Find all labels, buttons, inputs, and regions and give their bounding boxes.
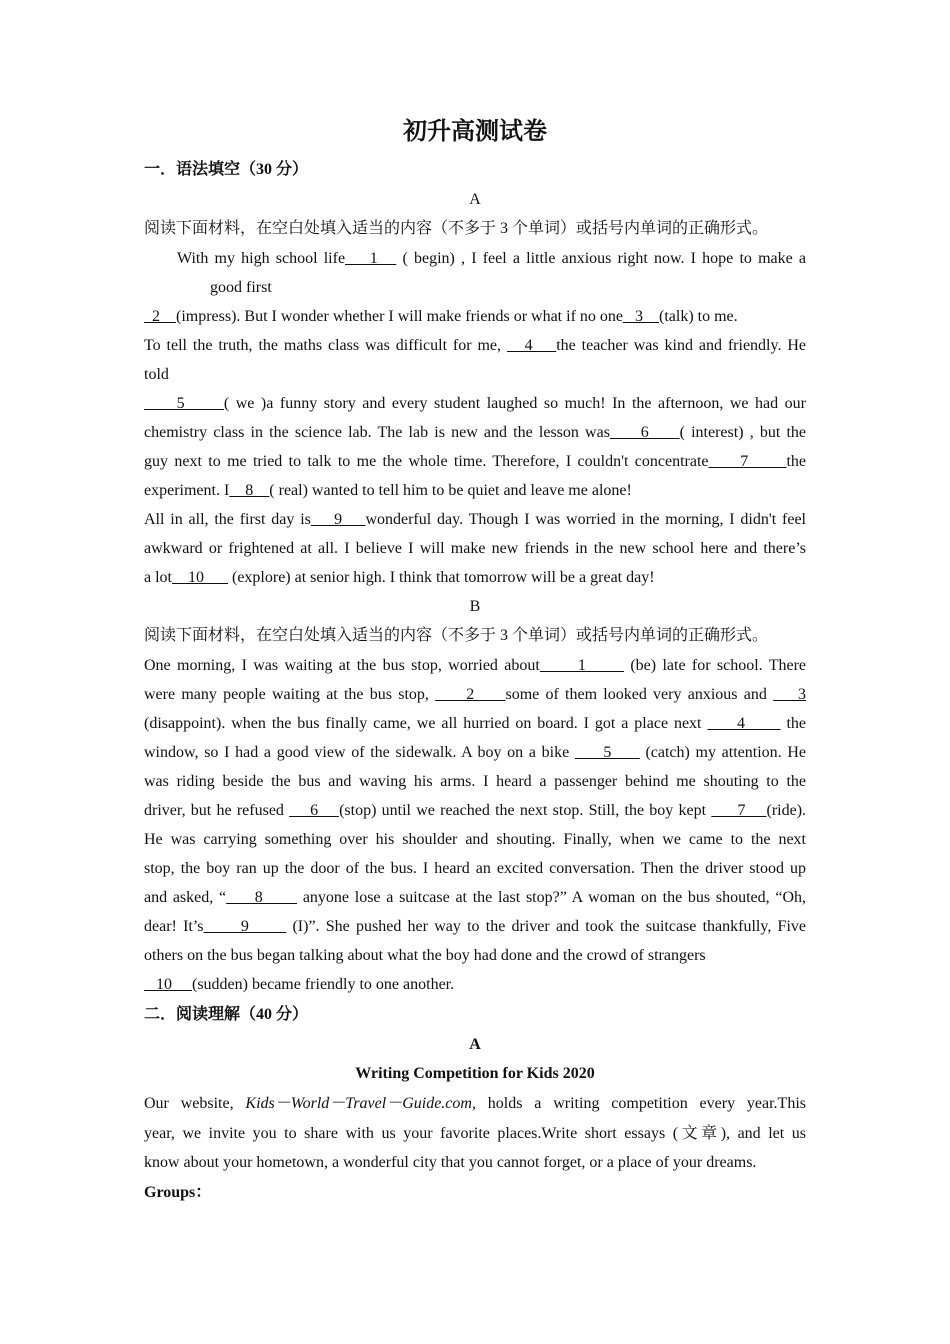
passage-text: All in all, the first day is	[144, 511, 311, 528]
passage-text: wonderful day. Though I was worried in the morning, I didn't feel	[365, 511, 806, 528]
section-1-part-a-instruction: 阅读下面材料，在空白处填入适当的内容（不多于 3 个单词）或括号内单词的正确形式。	[144, 220, 769, 237]
passage-line	[144, 480, 806, 502]
answer-blank: 4	[707, 715, 781, 732]
passage-line	[144, 655, 806, 677]
passage-line	[144, 538, 806, 560]
passage-text: were many people waiting at the bus stop,	[144, 686, 436, 703]
passage-text: Our website,	[144, 1095, 246, 1112]
section-1-part-b-instruction: 阅读下面材料，在空白处填入适当的内容（不多于 3 个单词）或括号内单词的正确形式。	[144, 627, 769, 644]
passage-text: the teacher was kind and friendly. He	[556, 337, 807, 354]
answer-blank: 6	[609, 424, 680, 441]
passage-text: told	[144, 366, 169, 383]
answer-blank: 7	[708, 453, 787, 470]
page-title: 初升高测试卷	[403, 119, 547, 145]
passage-text: the	[780, 715, 807, 732]
section-2-part-a-subtitle: Writing Competition for Kids 2020	[355, 1065, 595, 1082]
website-name: Kids－World－Travel－Guide.com,	[245, 1095, 476, 1112]
passage-line	[144, 800, 806, 822]
passage-text: awkward or frightened at all. I believe I will make new friends in the new school here and there’s	[144, 540, 806, 557]
section-1-part-b-label: B	[469, 598, 481, 615]
passage-line	[144, 771, 806, 793]
passage-line	[144, 713, 806, 735]
answer-blank: 8	[229, 482, 270, 499]
passage-line	[210, 277, 872, 299]
passage-line	[144, 945, 806, 967]
passage-line	[144, 1152, 806, 1174]
passage-line	[144, 916, 806, 938]
passage-line	[144, 422, 806, 444]
passage-line	[144, 887, 806, 909]
passage-line	[144, 742, 806, 764]
passage-text: chemistry class in the science lab. The lab is new and the lesson was	[144, 424, 610, 441]
section-1-heading: 一．语法填空（30 分）	[144, 161, 309, 178]
passage-line	[144, 567, 806, 589]
passage-text: driver, but he refused	[144, 802, 290, 819]
passage-text: and asked, “	[144, 889, 227, 906]
passage-text: ( interest) , but the	[679, 424, 807, 441]
groups-label: Groups：	[144, 1184, 212, 1201]
answer-blank: 1	[345, 250, 397, 267]
passage-text: a lot	[144, 569, 172, 586]
passage-text: (catch) my attention. He	[639, 744, 806, 761]
answer-blank: 4	[506, 337, 557, 354]
passage-line	[144, 684, 806, 706]
passage-text: (sudden) became friendly to one another.	[192, 976, 455, 993]
answer-blank: 3	[773, 686, 807, 703]
passage-text: (ride).	[766, 802, 807, 819]
passage-text: He was carrying something over his shoulder and shouting. Finally, when we came to the next	[144, 831, 806, 848]
passage-text: (disappoint). when the bus finally came, we all hurried on board. I got a place next	[144, 715, 708, 732]
passage-line	[144, 829, 806, 851]
passage-text: good first	[210, 279, 272, 296]
passage-text: experiment. I	[144, 482, 230, 499]
answer-blank: 2	[144, 308, 176, 325]
section-1-part-a-label: A	[469, 191, 481, 208]
passage-line	[144, 858, 806, 880]
passage-text: ( begin) , I feel a little anxious right now. I hope to make a	[396, 250, 806, 267]
passage-text: year, we invite you to share with us your favorite places.Write short essays (文章), and let us	[144, 1125, 806, 1142]
passage-text: (I)”. She pushed her way to the driver and took the suitcase thankfully, Five	[286, 918, 806, 935]
answer-blank: 9	[203, 918, 287, 935]
answer-blank: 5	[144, 395, 224, 412]
passage-text: stop, the boy ran up the door of the bus. I heard an excited conversation. Then the driver stood up	[144, 860, 806, 877]
passage-text: ( we )a funny story and every student laughed so much! In the afternoon, we had our	[223, 395, 807, 412]
passage-text: (stop) until we reached the next stop. Still, the boy kept	[339, 802, 712, 819]
answer-blank: 10	[144, 976, 192, 993]
passage-text: know about your hometown, a wonderful city that you cannot forget, or a place of your dreams.	[144, 1154, 757, 1171]
answer-blank: 3	[623, 308, 659, 325]
answer-blank: 2	[435, 686, 506, 703]
answer-blank: 5	[574, 744, 640, 761]
passage-line	[144, 974, 806, 996]
answer-blank: 6	[289, 802, 340, 819]
passage-text: (impress). But I wonder whether I will make friends or what if no one	[176, 308, 623, 325]
passage-line	[144, 306, 806, 328]
passage-text: To tell the truth, the maths class was difficult for me,	[144, 337, 507, 354]
passage-text: dear! It’s	[144, 918, 204, 935]
answer-blank: 8	[226, 889, 298, 906]
answer-blank: 1	[539, 657, 624, 674]
passage-text: anyone lose a suitcase at the last stop?” A woman on the bus shouted, “Oh,	[297, 889, 806, 906]
passage-line	[144, 335, 806, 357]
passage-text: others on the bus began talking about what the boy had done and the crowd of strangers	[144, 947, 706, 964]
answer-blank: 7	[711, 802, 767, 819]
passage-text: (talk) to me.	[659, 308, 738, 325]
answer-blank: 9	[310, 511, 366, 528]
passage-line	[144, 509, 806, 531]
passage-line	[144, 364, 806, 386]
passage-text: holds a writing competition every year.This	[475, 1095, 806, 1112]
passage-line	[144, 393, 806, 415]
passage-line	[177, 248, 806, 270]
passage-text: ( real) wanted to tell him to be quiet and leave me alone!	[269, 482, 632, 499]
passage-text: was riding beside the bus and waving his arms. I heard a passenger behind me shouting to the	[144, 773, 806, 790]
section-2-heading: 二．阅读理解（40 分）	[144, 1006, 309, 1023]
passage-text: One morning, I was waiting at the bus stop, worried about	[144, 657, 540, 674]
passage-text: some of them looked very anxious and	[505, 686, 774, 703]
section-2-part-a-label: A	[469, 1036, 481, 1053]
passage-line	[144, 1123, 806, 1145]
passage-text: (be) late for school. There	[624, 657, 807, 674]
passage-line	[144, 451, 806, 473]
passage-text: window, so I had a good view of the sidewalk. A boy on a bike	[144, 744, 575, 761]
passage-text: (explore) at senior high. I think that tomorrow will be a great day!	[228, 569, 655, 586]
passage-text: With my high school life	[177, 250, 346, 267]
passage-line	[144, 1093, 806, 1115]
answer-blank: 10	[172, 569, 228, 586]
passage-text: the	[786, 453, 807, 470]
passage-text: guy next to me tried to talk to me the whole time. Therefore, I couldn't concentrate	[144, 453, 709, 470]
